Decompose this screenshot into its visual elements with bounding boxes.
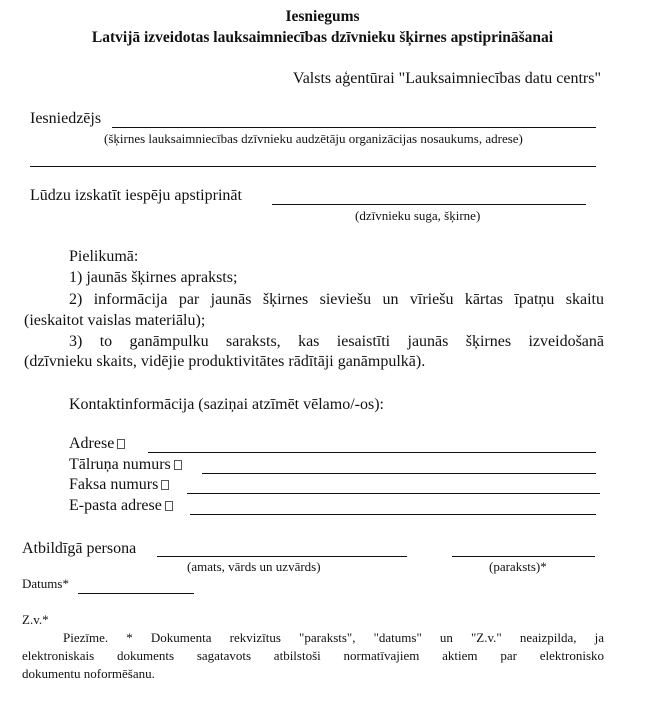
responsible-name-line[interactable] [157,556,407,557]
responsible-name-hint: (amats, vārds un uzvārds) [187,559,321,574]
contact-address [69,435,125,453]
signature-hint: (paraksts)* [489,559,547,574]
contact-email-label: E-pasta adrese [69,497,162,514]
fax-line[interactable] [187,493,600,494]
attachment-item-3-line-1: 3) to ganāmpulku saraksts, kas iesaistīti jaunās šķirnes izveidošanā [69,333,604,350]
address-checkbox[interactable] [117,439,125,449]
signature-line[interactable] [452,556,595,557]
applicant-line[interactable] [112,127,596,128]
attachment-item-3-line-2: (dzīvnieku skaits, vidējie produktivitātes rādītāji ganāmpulkā). [24,353,426,370]
contact-fax [69,476,169,494]
email-line[interactable] [190,514,596,515]
contact-fax-label: Faksa numurs [69,476,159,493]
contact-email [69,497,173,515]
request-line[interactable] [272,204,586,205]
date-line[interactable] [78,593,194,594]
request-hint: (dzīvnieku suga, šķirne) [355,208,481,223]
request-label: Lūdzu izskatīt iespēju apstiprināt [30,187,242,204]
contact-phone [69,456,182,474]
applicant-line-2[interactable] [30,166,596,167]
applicant-hint: (šķirnes lauksaimniecības dzīvnieku audzētāju organizācijas nosaukums, adrese) [104,131,523,146]
attachments-heading: Pielikumā: [69,248,139,265]
phone-line[interactable] [202,473,596,474]
document-title: Iesniegums [285,8,360,25]
attachment-item-2-line-2: (ieskaitot vaislas materiālu); [24,312,206,329]
footnote-line-3: dokumentu noformēšanu. [22,666,155,681]
footnote-line-2: elektroniskais dokuments sagatavots atbilstoši normatīvajiem aktiem par elektronisko [22,648,604,663]
document-subtitle: Latvijā izveidotas lauksaimniecības dzīvnieku šķirnes apstiprināšanai [91,29,554,46]
fax-checkbox[interactable] [161,480,169,490]
contact-address-label: Adrese [69,435,115,452]
phone-checkbox[interactable] [174,460,182,470]
attachment-item-1: 1) jaunās šķirnes apraksts; [69,269,238,286]
applicant-label: Iesniedzējs [30,110,102,127]
attachment-item-2-line-1: 2) informācija par jaunās šķirnes sieviešu un vīriešu kārtas īpatņu skaitu [69,291,604,308]
contact-phone-label: Tālruņa numurs [69,456,171,473]
footnote-line-1: Piezīme. * Dokumenta rekvizītus "paraksts", "datums" un "Z.v." neaizpilda, ja [63,630,604,645]
date-label: Datums* [22,576,69,591]
email-checkbox[interactable] [165,501,173,511]
address-line[interactable] [148,452,596,453]
stamp-label: Z.v.* [22,612,49,627]
contact-heading: Kontaktinformācija (saziņai atzīmēt vēlamo/-os): [69,396,384,413]
addressee: Valsts aģentūrai "Lauksaimniecības datu centrs" [292,70,601,87]
responsible-label: Atbildīgā persona [22,540,137,557]
